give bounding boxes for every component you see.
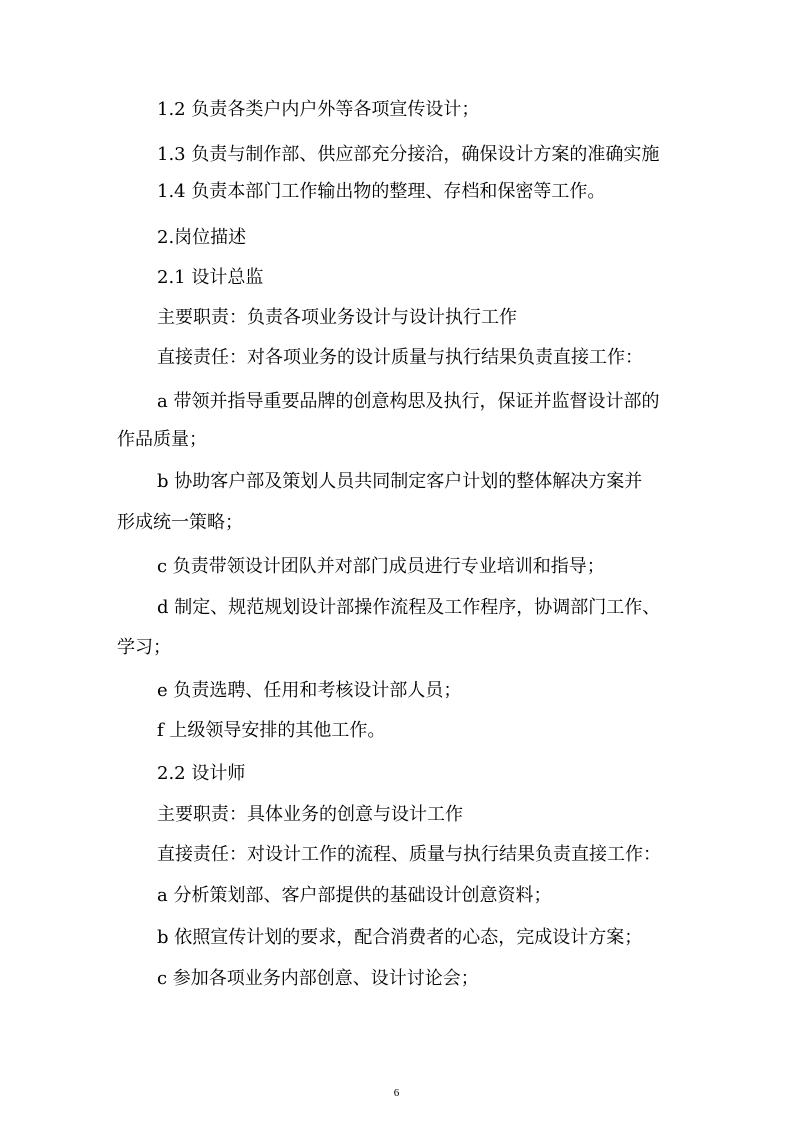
text-line: b 协助客户部及策划人员共同制定客户计划的整体解决方案并 bbox=[157, 471, 643, 492]
text-line: c 负责带领设计团队并对部门成员进行专业培训和指导； bbox=[157, 556, 605, 577]
text-line: 1.3 负责与制作部、供应部充分接洽，确保设计方案的准确实施 bbox=[157, 144, 660, 165]
text-line: 1.2 负责各类户内户外等各项宣传设计； bbox=[157, 99, 480, 120]
text-line: 学习； bbox=[117, 637, 171, 658]
text-line: a 分析策划部、客户部提供的基础设计创意资料； bbox=[157, 885, 552, 906]
text-line: 形成统一策略； bbox=[117, 512, 243, 533]
text-line: f 上级领导安排的其他工作。 bbox=[157, 720, 386, 741]
text-line: 直接责任：对各项业务的设计质量与执行结果负责直接工作： bbox=[157, 347, 643, 368]
text-line: d 制定、规范规划设计部操作流程及工作程序，协调部门工作、 bbox=[157, 597, 661, 618]
text-line: 主要职责：负责各项业务设计与设计执行工作 bbox=[157, 307, 517, 328]
text-line: 直接责任：对设计工作的流程、质量与执行结果负责直接工作： bbox=[157, 844, 661, 865]
text-line: 1.4 负责本部门工作输出物的整理、存档和保密等工作。 bbox=[157, 181, 606, 202]
text-line: b 依照宣传计划的要求，配合消费者的心态，完成设计方案； bbox=[157, 927, 643, 948]
text-line: e 负责选聘、任用和考核设计部人员； bbox=[157, 680, 462, 701]
subsection-heading: 2.2 设计师 bbox=[157, 763, 246, 784]
section-heading: 2.岗位描述 bbox=[157, 227, 247, 248]
text-line: 作品质量； bbox=[117, 429, 207, 450]
page-number: 6 bbox=[393, 1087, 400, 1099]
text-line: a 带领并指导重要品牌的创意构思及执行，保证并监督设计部的 bbox=[157, 391, 660, 412]
subsection-heading: 2.1 设计总监 bbox=[157, 267, 264, 288]
text-line: 主要职责：具体业务的创意与设计工作 bbox=[157, 804, 463, 825]
text-line: c 参加各项业务内部创意、设计讨论会； bbox=[157, 968, 479, 989]
